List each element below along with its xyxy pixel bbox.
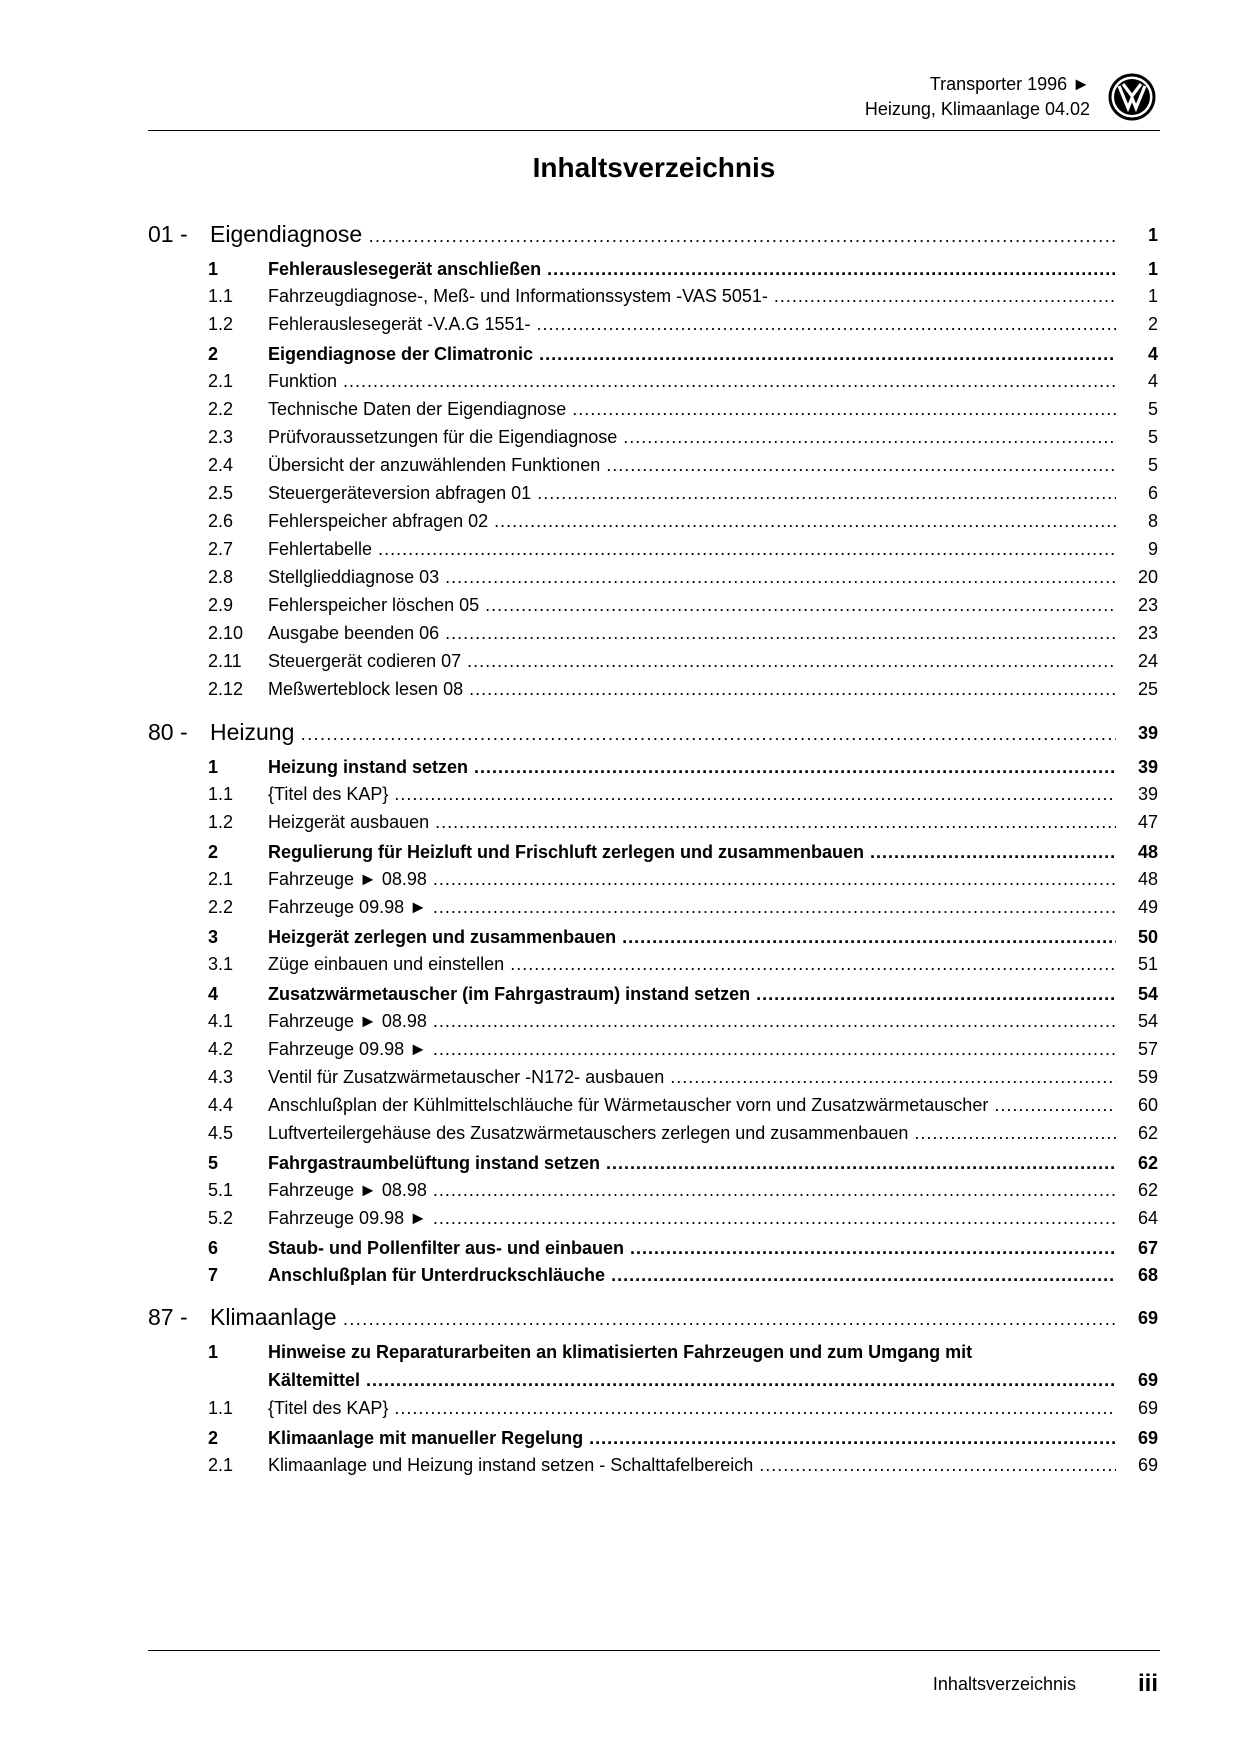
toc-page-number: 6 [1147,483,1158,503]
toc-subsection-number: 4.1 [208,1011,234,1031]
toc-subsection-entry[interactable] [148,676,1160,702]
toc-subsection-title: Fehlerspeicher löschen 05 ..... [268,592,1116,618]
toc-page-number: 23 [1137,623,1158,643]
toc-subsection-number: 2.6 [208,511,234,531]
toc-page-number: 57 [1137,1039,1158,1059]
toc-subsection-entry[interactable] [148,1452,1160,1478]
toc-subsection-title: Fehlerauslesegerät -V.A.G 1551- ..... [268,311,1116,337]
toc-page-number: 5 [1147,427,1158,447]
toc-subsection-entry[interactable] [148,592,1160,618]
toc-page-number: 67 [1137,1238,1158,1258]
toc-subsection-number: 2.12 [208,679,244,699]
toc-section-title-continued: Kältemittel ..... [268,1367,1116,1393]
toc-page-number: 5 [1147,455,1158,475]
vw-logo [1107,72,1157,122]
toc-subsection-title: Stellglieddiagnose 03 ..... [268,564,1116,590]
toc-subsection-number: 2.1 [208,869,234,889]
toc-subsection-entry[interactable] [148,1205,1160,1231]
toc-subsection-title: Fehlertabelle ..... [268,536,1116,562]
toc-page-number: 69 [1137,1308,1158,1328]
toc-section-entry[interactable] [148,256,1160,282]
toc-page-number: 62 [1137,1123,1158,1143]
toc-section-title: Hinweise zu Reparaturarbeiten an klimatisierten Fahrzeugen und zum Umgang mit [268,1342,973,1362]
toc-page-number: 25 [1137,679,1158,699]
toc-subsection-title: Übersicht der anzuwählenden Funktionen ..... [268,452,1116,478]
toc-page-number: 9 [1147,539,1158,559]
toc-section-number: 3 [208,927,219,947]
toc-subsection-number: 2.3 [208,427,234,447]
toc-chapter-title: Heizung ..... [210,716,1116,748]
toc-subsection-number: 2.2 [208,897,234,917]
toc-page-number: 2 [1147,314,1158,334]
toc-subsection-title: {Titel des KAP} ..... [268,781,1116,807]
toc-section-entry[interactable] [148,981,1160,1007]
footer-rule [148,1650,1160,1651]
toc-subsection-entry[interactable] [148,1177,1160,1203]
toc-section-entry[interactable] [148,839,1160,865]
toc-subsection-title: Anschlußplan der Kühlmittelschläuche für Wärmetauscher vorn und Zusatzwärmetauscher ..... [268,1092,1116,1118]
document-header [865,72,1090,122]
toc-subsection-entry[interactable] [148,1036,1160,1062]
toc-page-number: 39 [1137,757,1158,777]
toc-subsection-title: Meßwerteblock lesen 08 ..... [268,676,1116,702]
toc-subsection-number: 4.3 [208,1067,234,1087]
toc-subsection-title: Fahrzeuge 09.98 ► ..... [268,894,1116,920]
toc-section-number: 5 [208,1153,219,1173]
toc-subsection-title: Prüfvoraussetzungen für die Eigendiagnose ..... [268,424,1116,450]
toc-subsection-number: 4.2 [208,1039,234,1059]
header-model-line: Transporter 1996 ► [929,74,1090,94]
toc-subsection-entry[interactable] [148,368,1160,394]
toc-chapter-number: 87 - [148,1304,188,1330]
toc-chapter-entry[interactable] [148,218,1160,250]
toc-page-number: 1 [1147,259,1158,279]
toc-section-title: Fahrgastraumbelüftung instand setzen ..... [268,1150,1116,1176]
toc-page-number: 48 [1137,869,1158,889]
toc-section-number: 6 [208,1238,219,1258]
toc-subsection-title: Fahrzeuge ► 08.98 ..... [268,1177,1116,1203]
toc-page-number: 48 [1137,842,1158,862]
toc-chapter-number: 80 - [148,719,188,745]
toc-subsection-title: Fahrzeuge 09.98 ► ..... [268,1205,1116,1231]
toc-subsection-number: 1.1 [208,286,234,306]
toc-section-entry[interactable] [148,1150,1160,1176]
toc-subsection-title: Fahrzeuge ► 08.98 ..... [268,1008,1116,1034]
toc-page-number: 20 [1137,567,1158,587]
toc-subsection-entry[interactable] [148,648,1160,674]
toc-page-number: 47 [1137,812,1158,832]
toc-section-number: 2 [208,1428,219,1448]
toc-subsection-number: 2.1 [208,371,234,391]
toc-section-title: Klimaanlage mit manueller Regelung ..... [268,1425,1116,1451]
toc-subsection-entry[interactable] [148,1064,1160,1090]
toc-section-title: Heizung instand setzen ..... [268,754,1116,780]
toc-subsection-number: 2.4 [208,455,234,475]
toc-page-number: 51 [1137,954,1158,974]
toc-subsection-number: 2.5 [208,483,234,503]
toc-page-number: 1 [1147,286,1158,306]
toc-page-number: 23 [1137,595,1158,615]
toc-section-title: Heizgerät zerlegen und zusammenbauen ..... [268,924,1116,950]
toc-subsection-title: Ventil für Zusatzwärmetauscher -N172- ausbauen ..... [268,1064,1116,1090]
toc-page-number: 69 [1137,1428,1158,1448]
toc-subsection-entry[interactable] [148,283,1160,309]
toc-subsection-entry[interactable] [148,1008,1160,1034]
toc-page-number: 54 [1137,1011,1158,1031]
toc-page-number: 24 [1137,651,1158,671]
toc-section-number: 4 [208,984,219,1004]
toc-section-title: Anschlußplan für Unterdruckschläuche ..... [268,1262,1116,1288]
toc-subsection-title: Technische Daten der Eigendiagnose ..... [268,396,1116,422]
toc-subsection-number: 2.1 [208,1455,234,1475]
toc-page-number: 64 [1137,1208,1158,1228]
toc-chapter-title: Eigendiagnose ..... [210,218,1116,250]
toc-subsection-number: 5.2 [208,1208,234,1228]
toc-chapter-entry[interactable] [148,716,1160,748]
toc-section-number: 1 [208,259,219,279]
toc-subsection-number: 1.2 [208,314,234,334]
toc-subsection-number: 2.11 [208,651,242,671]
toc-page-number: 4 [1147,371,1158,391]
toc-section-title: Staub- und Pollenfilter aus- und einbauen ..... [268,1235,1116,1261]
toc-subsection-title: Luftverteilergehäuse des Zusatzwärmetauschers zerlegen und zusammenbauen ..... [268,1120,1116,1146]
toc-page-number: 54 [1137,984,1158,1004]
toc-page-number: 8 [1147,511,1158,531]
footer-section-title: Inhaltsverzeichnis [932,1674,1076,1694]
toc-page-number: 5 [1147,399,1158,419]
toc-subsection-entry[interactable] [148,1395,1160,1421]
toc-subsection-entry[interactable] [148,1120,1160,1146]
toc-page-number: 69 [1137,1455,1158,1475]
toc-subsection-title: Steuergerät codieren 07 ..... [268,648,1116,674]
toc-chapter-number: 01 - [148,221,188,247]
toc-page-number: 49 [1137,897,1158,917]
toc-section-entry[interactable] [148,1235,1160,1261]
toc-page-number: 59 [1137,1067,1158,1087]
toc-subsection-title: Ausgabe beenden 06 ..... [268,620,1116,646]
toc-page-number: 62 [1137,1180,1158,1200]
toc-subsection-number: 2.9 [208,595,234,615]
toc-subsection-number: 2.8 [208,567,234,587]
toc-subsection-entry[interactable] [148,620,1160,646]
toc-subsection-number: 2.7 [208,539,234,559]
toc-subsection-entry[interactable] [148,894,1160,920]
toc-section-entry[interactable] [148,754,1160,780]
toc-subsection-number: 2.2 [208,399,234,419]
toc-chapter-title: Klimaanlage ..... [210,1301,1116,1333]
toc-subsection-entry[interactable] [148,1092,1160,1118]
toc-subsection-title: Züge einbauen und einstellen ..... [268,951,1116,977]
header-topic-line: Heizung, Klimaanlage 04.02 [864,99,1090,119]
toc-page-number: 39 [1137,723,1158,743]
toc-subsection-entry[interactable] [148,781,1160,807]
toc-subsection-entry[interactable] [148,508,1160,534]
toc-subsection-title: Fahrzeugdiagnose-, Meß- und Informationssystem -VAS 5051- ..... [268,283,1116,309]
page-title: Inhaltsverzeichnis [532,152,776,183]
toc-page-number: 62 [1137,1153,1158,1173]
toc-subsection-title: Fahrzeuge ► 08.98 ..... [268,866,1116,892]
toc-page-number: 1 [1147,225,1158,245]
toc-section-entry[interactable] [148,1425,1160,1451]
toc-subsection-title: Funktion ..... [268,368,1116,394]
toc-subsection-entry[interactable] [148,311,1160,337]
toc-subsection-number: 4.5 [208,1123,234,1143]
toc-subsection-number: 1.1 [208,784,234,804]
toc-subsection-number: 1.2 [208,812,234,832]
toc-subsection-entry[interactable] [148,452,1160,478]
toc-section-title: Eigendiagnose der Climatronic ..... [268,341,1116,367]
toc-subsection-entry[interactable] [148,424,1160,450]
toc-section-number: 1 [208,1342,219,1362]
toc-page-number: 50 [1137,927,1158,947]
toc-subsection-number: 2.10 [208,623,244,643]
toc-page-number: 60 [1137,1095,1158,1115]
toc-section-number: 2 [208,842,219,862]
toc-section-title: Regulierung für Heizluft und Frischluft zerlegen und zusammenbauen ..... [268,839,1116,865]
toc-page-number: 69 [1137,1398,1158,1418]
toc-subsection-title: {Titel des KAP} ..... [268,1395,1116,1421]
toc-subsection-entry[interactable] [148,536,1160,562]
toc-section-entry[interactable] [148,341,1160,367]
toc-section-number: 7 [208,1265,219,1285]
toc-subsection-entry[interactable] [148,866,1160,892]
toc-subsection-entry[interactable] [148,480,1160,506]
toc-subsection-number: 3.1 [208,954,234,974]
toc-subsection-title: Fehlerspeicher abfragen 02 ..... [268,508,1116,534]
toc-section-entry[interactable] [148,1339,1160,1365]
toc-page-number: 39 [1137,784,1158,804]
toc-section-entry[interactable] [148,1262,1160,1288]
toc-subsection-title: Steuergeräteversion abfragen 01 ..... [268,480,1116,506]
header-rule [148,130,1160,131]
toc-section-title: Zusatzwärmetauscher (im Fahrgastraum) instand setzen ..... [268,981,1116,1007]
footer-page-number: iii [1137,1670,1158,1697]
toc-section-number: 1 [208,757,219,777]
toc-section-entry[interactable] [148,924,1160,950]
toc-subsection-number: 4.4 [208,1095,234,1115]
toc-subsection-entry[interactable] [148,951,1160,977]
toc-section-title: Fehlerauslesegerät anschließen ..... [268,256,1116,282]
toc-subsection-entry[interactable] [148,809,1160,835]
toc-subsection-entry[interactable] [148,396,1160,422]
toc-subsection-title: Fahrzeuge 09.98 ► ..... [268,1036,1116,1062]
toc-subsection-title: Heizgerät ausbauen ..... [268,809,1116,835]
toc-subsection-number: 5.1 [208,1180,234,1200]
toc-section-entry-continued[interactable] [148,1367,1160,1393]
toc-chapter-entry[interactable] [148,1301,1160,1333]
toc-page-number: 4 [1147,344,1158,364]
toc-page-number: 68 [1137,1265,1158,1285]
toc-subsection-number: 1.1 [208,1398,234,1418]
toc-section-number: 2 [208,344,219,364]
toc-subsection-entry[interactable] [148,564,1160,590]
toc-subsection-title: Klimaanlage und Heizung instand setzen - Schalttafelbereich ..... [268,1452,1116,1478]
toc-page-number: 69 [1137,1370,1158,1390]
